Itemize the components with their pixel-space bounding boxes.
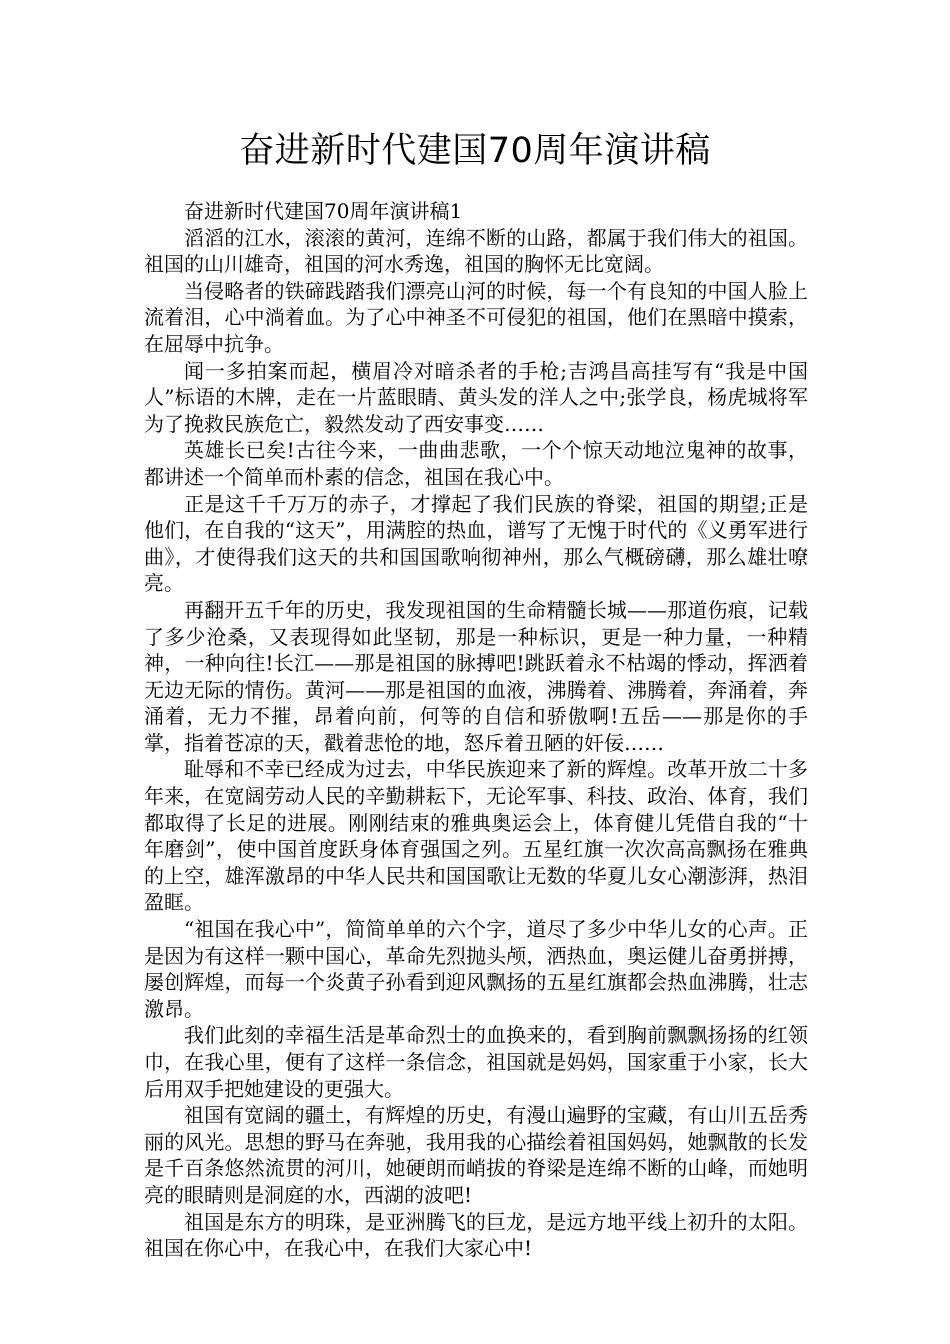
paragraph: 祖国是东方的明珠，是亚洲腾飞的巨龙，是远方地平线上初升的太阳。祖国在你心中，在我心中，在我们大家心中! [144,1209,808,1261]
paragraph: 我们此刻的幸福生活是革命烈士的血换来的，看到胸前飘飘扬扬的红领巾，在我心里，便有了这样一条信念，祖国就是妈妈，国家重于小家，长大后用双手把她建设的更强大。 [144,1023,808,1101]
paragraph: 当侵略者的铁碲践踏我们漂亮山河的时候，每一个有良知的中国人脸上流着泪，心中淌着血。为了心中神圣不可侵犯的祖国，他们在黑暗中摸索，在屈辱中抗争。 [144,278,808,356]
paragraph: 英雄长已矣!古往今来，一曲曲悲歌，一个个惊天动地泣鬼神的故事，都讲述一个简单而朴素的信念，祖国在我心中。 [144,438,808,489]
paragraph: 再翻开五千年的历史，我发现祖国的生命精髓长城——那道伤痕，记载了多少沧桑，又表现得如此坚韧，那是一种标识，更是一种力量，一种精神，一种向往!长江——那是祖国的脉搏吧!跳跃着永不枯竭的悸动，挥洒着无边无际的情伤。黄河——那是祖国的血液，沸腾着、沸腾着，奔涌着，奔涌着，无力不摧，昂着向前，何等的自信和骄傲啊!五岳——那是你的手掌，指着苍凉的天，戳着悲怆的地，怒斥着丑陋的奸佞…… [144,597,808,755]
paragraph: 正是这千千万万的赤子，才撑起了我们民族的脊梁，祖国的期望;正是他们，在自我的“这天”，用满腔的热血，谱写了无愧于时代的《义勇军进行曲》，才使得我们这天的共和国国歌响彻神州，那么气概磅礴，那么雄壮嘹亮。 [144,491,808,596]
paragraph: 耻辱和不幸已经成为过去，中华民族迎来了新的辉煌。改革开放二十多年来，在宽阔劳动人民的辛勤耕耘下，无论军事、科技、政治、体育，我们都取得了长足的进展。刚刚结束的雅典奥运会上，体育健儿凭借自我的“十年磨剑”，使中国首度跃身体育强国之列。五星红旗一次次高高飘扬在雅典的上空，雄浑激昂的中华人民共和国国歌让无数的华夏儿女心潮澎湃，热泪盈眶。 [144,757,808,915]
document-body [144,198,808,1262]
paragraph: “祖国在我心中”，简简单单的六个字，道尽了多少中华儿女的心声。正是因为有这样一颗中国心，革命先烈抛头颅，洒热血，奥运健儿奋勇拼搏，屡创辉煌，而每一个炎黄子孙看到迎风飘扬的五星红旗都会热血沸腾，壮志激昂。 [144,917,808,1021]
paragraph-subtitle: 奋进新时代建国70周年演讲稿1 [184,199,463,223]
paragraph: 闻一多拍案而起，横眉冷对暗杀者的手枪;吉鸿昌高挂写有“我是中国人”标语的木牌，走在一片蓝眼睛、黄头发的洋人之中;张学良，杨虎城将军为了挽救民族危亡，毅然发动了西安事变…… [144,358,808,436]
document-title: 奋进新时代建国70周年演讲稿 [239,131,711,171]
paragraph: 滔滔的江水，滚滚的黄河，连绵不断的山路，都属于我们伟大的祖国。祖国的山川雄奇，祖国的河水秀逸，祖国的胸怀无比宽阔。 [144,225,808,277]
paragraph: 祖国有宽阔的疆土，有辉煌的历史，有漫山遍野的宝藏，有山川五岳秀丽的风光。思想的野马在奔驰，我用我的心描绘着祖国妈妈，她飘散的长发是千百条悠然流贯的河川，她硬朗而峭拔的脊梁是连绵不断的山峰，而她明亮的眼睛则是洞庭的水，西湖的波吧! [144,1103,808,1207]
